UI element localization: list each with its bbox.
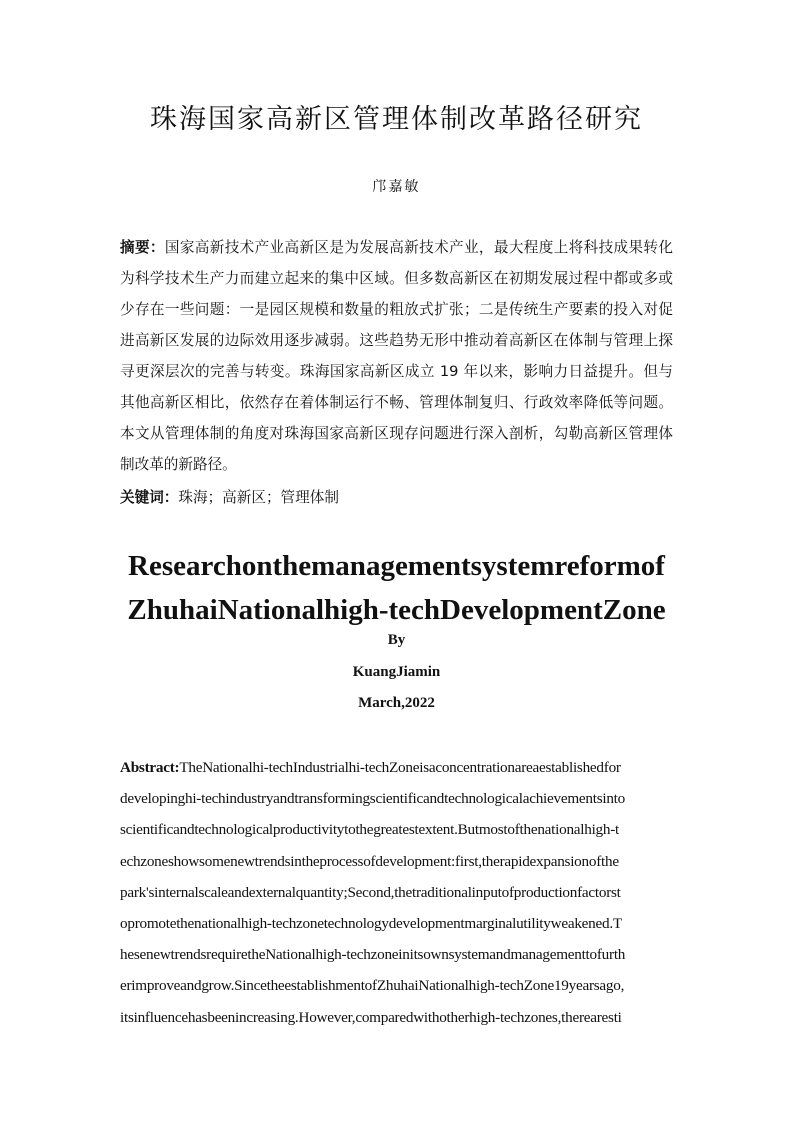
chinese-abstract: [120, 232, 673, 480]
english-abstract-line: itsinfluencehasbeenincreasing.However,comparedwithotherhigh-techzones,therearesti: [120, 1008, 622, 1026]
chinese-title: 珠海国家高新区管理体制改革路径研究: [150, 104, 643, 135]
english-by: By: [387, 632, 406, 648]
english-abstract-line: erimproveandgrow.SincetheestablishmentofZhuhaiNationalhigh-techZone19yearsago,: [120, 977, 625, 995]
english-abstract-line: hesenewtrendsrequiretheNationalhigh-techzoneinitsownsystemandmanagementtofurth: [120, 946, 626, 964]
english-abstract-line: echzoneshowsomenewtrendsintheprocessofdevelopment:first,therapidexpansionofthe: [120, 852, 619, 870]
chinese-abstract-label: 摘要：: [120, 239, 165, 256]
english-abstract-line: developinghi-techindustryandtransformingscientificandtechnologicalachievementsinto: [120, 790, 625, 808]
english-title-line-2: ZhuhaiNationalhigh-techDevelopmentZone: [127, 594, 666, 626]
chinese-keywords-label: 关键词：: [120, 489, 179, 506]
english-date: March,2022: [358, 695, 435, 711]
english-author: KuangJiamin: [352, 664, 441, 680]
english-abstract-line: [120, 752, 673, 783]
english-abstract-text: TheNationalhi-techIndustrialhi-techZoneisaconcentrationareaestablishedfor: [179, 759, 621, 776]
english-title-line-1: Researchonthemanagementsystemreformof: [128, 550, 665, 582]
english-abstract: [120, 752, 673, 1033]
chinese-author: 邝嘉敏: [372, 179, 421, 195]
chinese-abstract-text: 国家高新技术产业高新区是为发展高新技术产业，最大程度上将科技成果转化为科学技术生产力而建立起来的集中区域。但多数高新区在初期发展过程中都或多或少存在一些问题：一是园区规模和数量的粗放式扩张；二是传统生产要素的投入对促进高新区发展的边际效用逐步减弱。这些趋势无形中推动着高新区在体制与管理上探寻更深层次的完善与转变。珠海国家高新区成立 19 年以来，影响力日益提升。但与其他高新区相比，依然存在着体制运行不畅、管理体制复归、行政效率降低等问题。本文从管理体制的角度对珠海国家高新区现存问题进行深入剖析，勾勒高新区管理体制改革的新路径。: [120, 239, 673, 473]
chinese-keywords-text: 珠海；高新区；管理体制: [178, 489, 339, 506]
chinese-keywords: [120, 482, 673, 513]
english-abstract-line: park'sinternalscaleandexternalquantity;Second,thetraditionalinputofproductionfactorst: [120, 883, 621, 901]
english-abstract-line: opromotethenationalhigh-techzonetechnologydevelopmentmarginalutilityweakened.T: [120, 915, 622, 933]
english-abstract-line: scientificandtechnologicalproductivitytothegreatestextent.Butmostofthenationalhigh-t: [120, 821, 620, 839]
english-abstract-label: Abstract:: [120, 759, 180, 776]
english-title: [0, 544, 793, 632]
